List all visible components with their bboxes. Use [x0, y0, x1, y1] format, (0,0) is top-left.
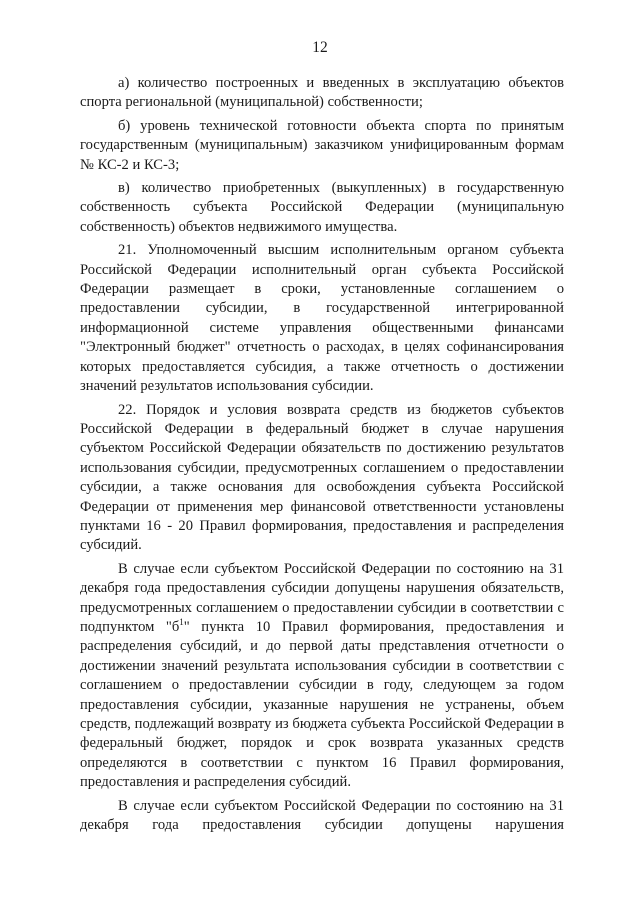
paragraph-22: 22. Порядок и условия возврата средств из бюджетов субъектов Российской Федерации в федеральный бюджет в случае нарушения субъектом Российской Федерации обязательств по достижению результатов использования субсидии, предусмотренных соглашением о предоставлении субсидии, а также основания для освобождения субъекта Российской Федерации от применения мер финансовой ответственности установлены пунктами 16 - 20 Правил формирования, предоставления и распределения субсидий.: [80, 401, 564, 554]
paragraph-text-before: В случае если субъектом Российской Федерации по состоянию на 31 декабря года предоставления субсидии допущены нарушения обязательств, предусмотренных соглашением о предоставлении субсидии в соответствии с подпунктом "б: [80, 560, 564, 635]
document-body: [80, 74, 564, 839]
paragraph-item-v: в) количество приобретенных (выкупленных) в государственную собственность субъекта Российской Федерации (муниципальную собственность) объектов недвижимого имущества.: [80, 180, 564, 235]
paragraph-violation-case: [80, 560, 564, 793]
superscript-mark: 1: [179, 617, 184, 628]
paragraph-text-after: " пункта 10 Правил формирования, предоставления и распределения субсидий, и до первой даты представления отчетности о достижении значений результата использования субсидии в соответствии с соглашением о предоставлении субсидии в году, следующем за годом предоставления субсидии, указанные нарушения не устранены, объем средств, подлежащий возврату из бюджета субъекта Российской Федерации в федеральный бюджет, порядок и срок возврата указанных средств определяются в соответствии с пунктом 16 Правил формирования, предоставления и распределения субсидий.: [80, 618, 564, 791]
page-number: 12: [312, 39, 328, 56]
paragraph-21: 21. Уполномоченный высшим исполнительным органом субъекта Российской Федерации исполнительный орган субъекта Российской Федерации размещает в сроки, установленные соглашением о предоставлении субсидии, в государственной интегрированной информационной системе управления общественными финансами "Электронный бюджет" отчетность о расходах, в целях софинансирования которых предоставляется субсидия, а также отчетность о достижении значений результатов использования субсидии.: [80, 242, 564, 395]
paragraph-continued: В случае если субъектом Российской Федерации по состоянию на 31 декабря года предоставления субсидии допущены нарушения: [80, 797, 564, 834]
paragraph-item-a: а) количество построенных и введенных в эксплуатацию объектов спорта региональной (муниципальной) собственности;: [80, 75, 564, 111]
paragraph-item-b: б) уровень технической готовности объекта спорта по принятым государственным (муниципальным) заказчиком унифицированным формам № КС-2 и КС-3;: [80, 117, 564, 173]
